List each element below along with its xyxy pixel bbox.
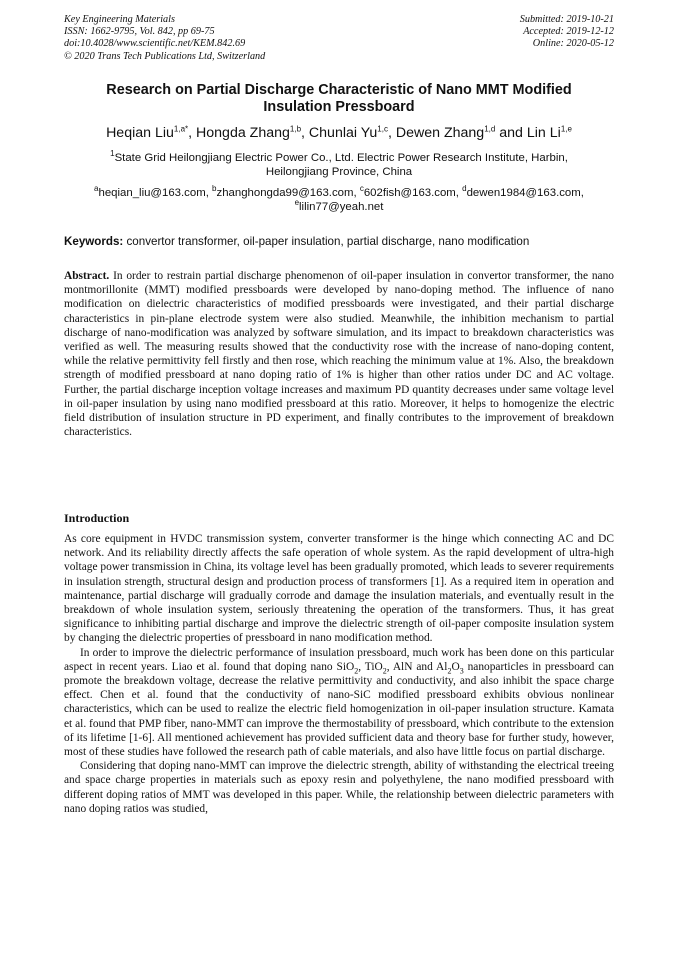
email-list: $^a$heqian_liu@163.com, $^b$zhanghongda99@163.com, $^c$602fish@163.com, $^d$dewen1984@163.com, $^e$lilin77@yeah.net xyxy=(94,184,584,214)
journal-name: Key Engineering Materials xyxy=(64,14,175,25)
issn: ISSN: 1662-9795, Vol. 842, pp 69-75 xyxy=(64,26,215,38)
abstract-label: Abstract. xyxy=(64,270,110,282)
author-separator: , xyxy=(387,125,396,141)
keywords-label: Keywords: xyxy=(64,235,124,248)
author-list xyxy=(64,124,614,142)
affiliation-line-1: State Grid Heilongjiang Electric Power Co., Ltd. Electric Power Research Institute, Harbin, xyxy=(114,152,568,164)
email-a[interactable]: heqian_liu@163.com xyxy=(98,187,206,199)
email-b[interactable]: zhanghongda99@163.com xyxy=(216,187,354,199)
keywords xyxy=(64,235,614,249)
copyright: © 2020 Trans Tech Publications Ltd, Switzerland xyxy=(64,50,266,62)
submitted-date: Submitted: 2019-10-21 xyxy=(519,14,614,25)
author-and: and xyxy=(495,125,527,141)
email-d[interactable]: dewen1984@163.com xyxy=(466,187,581,199)
author-name: Hongda Zhang xyxy=(196,125,290,141)
paper-title xyxy=(64,82,614,116)
affiliation xyxy=(64,151,614,180)
author-sup: 1,e xyxy=(560,124,572,134)
intro-paragraph-1: As core equipment in HVDC transmission system, converter transformer is the hinge which connecting AC and DC network. And its reliability directly affects the safe operation of whole system. As the rapid development of ultra-high voltage power transmission in China, its voltage level has been gradually promoted, which leads to severer requirements in insulation strength, structural design and production process of transformers [1]. As a required item in operation and maintenance, partial discharge will gradually corrode and damage the insulation materials, and eventually result in the breakdown of whole insulation system, seriously threatening the operation of the transformers. Thus, it has great significance to inhibiting partial discharge and improve the dielectric strength of oil-paper composite insulation system by changing the dielectric properties of pressboard in nano modification method. xyxy=(64,533,614,645)
accepted-date: Accepted: 2019-12-12 xyxy=(523,26,614,38)
header-left xyxy=(64,14,265,63)
email-e[interactable]: lilin77@yeah.net xyxy=(299,201,384,214)
author-sup: 1,d xyxy=(484,124,496,134)
title-line-2: Insulation Pressboard xyxy=(263,99,415,115)
intro-paragraph-2: In order to improve the dielectric performance of insulation pressboard, much work has been done on this particular aspect in recent years. Liao et al. found that doping nano SiO$_2$, TiO$_2$, AlN and $Al_2O_3$ nanoparticles in pressboard can promote the breakdown voltage, decrease the relative permittivity and conductivity, and also inhibit the space charge effect. Chen et al. found that the conductivity of nano-SiC modified pressboard exhibits obvious nonlinear characteristics, which can be used to realize the electric field homogenization in oil-paper insulation structure. Kamata et al. found that PMP fiber, nano-MMT can improve the thermostability of pressboard, which contribute to the extension of its lifetime [1-6]. All mentioned achievement has provided sufficient data and theory base for further study, however, most of these studies have followed the research path of cable materials, and also have little focus on partial discharge. xyxy=(64,646,615,759)
author-name: Lin Li xyxy=(526,125,561,141)
title-line-1: Research on Partial Discharge Characteristic of Nano MMT Modified xyxy=(106,82,572,98)
header-right xyxy=(520,14,614,51)
author-separator: , xyxy=(301,125,309,141)
author-name: Heqian Liu xyxy=(106,125,174,141)
abstract-text: In order to restrain partial discharge phenomenon of oil-paper insulation in convertor transformer, the nano montmorillonite (MMT) modified pressboards were developed by nano-doping method. The influence of nano modification on dielectric characteristics of modified pressboards were investigated, and their partial discharge characteristics in pin-plane electrode system were also studied. Meanwhile, the inhibition mechanism to partial discharge of nano-modification was analyzed by software simulation, and its impact to breakdown characteristics was verified as well. The measuring results showed that the conductivity rose with the increase of nano-doping content, while the relative permittivity fell firstly and then rose, which reaching the minimum value at 1%. Also, the breakdown strength of modified pressboard at nano doping ratio of 1% is higher than other ratios under DC and AC voltage. Further, the partial discharge inception voltage increases and maximum PD quantity decreases under same voltage level in oil-paper insulation by using nano modified pressboard at this ratio. Moreover, it helps to homogenize the electric field distribution of insulation structure in PD experiment, and finally contributes to the improvement of breakdown characteristics. xyxy=(64,270,614,439)
doi: doi:10.4028/www.scientific.net/KEM.842.69 xyxy=(64,38,246,50)
intro-paragraph-3: Considering that doping nano-MMT can improve the dielectric strength, ability of withstanding the electrical treeing and space charge properties in materials such as epoxy resin and polyethylene, the nano modified pressboard with different doping ratios of MMT was developed in this paper. While, the relationship between dielectric parameters with nano doping ratios was studied, xyxy=(64,760,614,815)
email-c[interactable]: 602fish@163.com xyxy=(363,187,456,199)
author-sup: 1,b xyxy=(289,124,302,134)
author-separator: , xyxy=(188,125,197,141)
author-name: Chunlai Yu xyxy=(308,125,378,141)
abstract xyxy=(64,269,614,439)
introduction-body xyxy=(64,532,614,816)
author-name: Dewen Zhang xyxy=(395,125,485,141)
keywords-text: convertor transformer, oil-paper insulation, partial discharge, nano modification xyxy=(123,235,530,248)
author-sup: 1,a* xyxy=(173,124,189,134)
affiliation-sup: 1 xyxy=(110,149,115,159)
online-date: Online: 2020-05-12 xyxy=(532,38,614,50)
introduction-heading: Introduction xyxy=(64,511,130,525)
author-sup: 1,c xyxy=(377,124,388,134)
affiliation-line-2: Heilongjiang Province, China xyxy=(265,166,413,179)
